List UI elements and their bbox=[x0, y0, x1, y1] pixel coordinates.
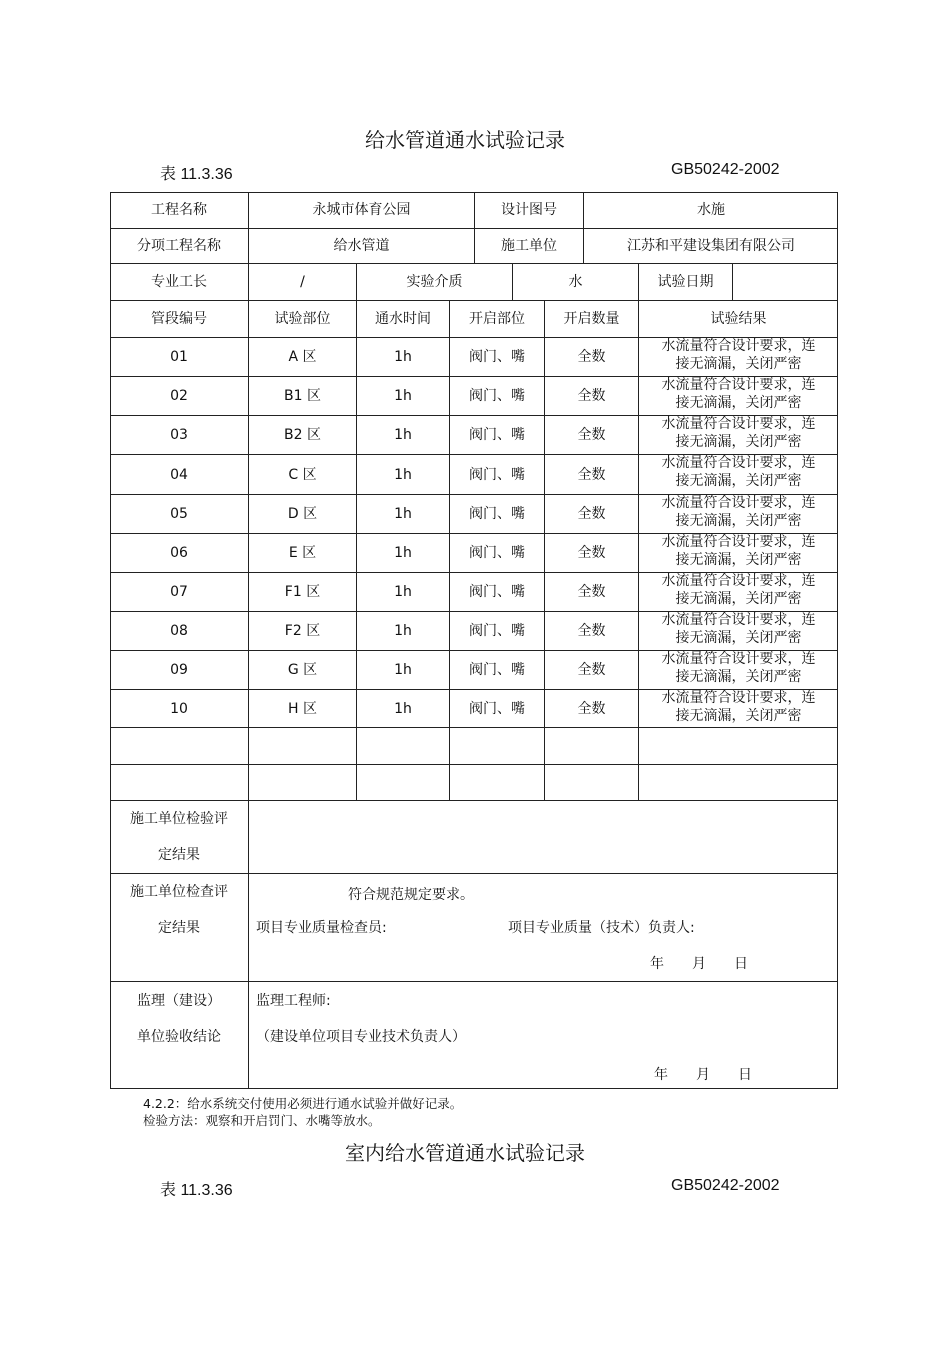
test-area: A 区 bbox=[288, 349, 317, 365]
supervision-label: 监理（建设） bbox=[137, 993, 221, 1009]
check-conclusion: 符合规范规定要求。 bbox=[348, 887, 474, 903]
check-label: 施工单位检查评 bbox=[130, 884, 228, 900]
segment-number: 07 bbox=[170, 584, 188, 600]
column-header: 管段编号 bbox=[151, 311, 207, 327]
column-header: 开启部位 bbox=[469, 311, 525, 327]
test-result-line: 接无滴漏，关闭严密 bbox=[675, 708, 802, 724]
supervision-date: 年 月 日 bbox=[654, 1067, 752, 1083]
record-table bbox=[110, 192, 838, 1089]
test-result bbox=[639, 650, 838, 689]
supervision-label: 单位验收结论 bbox=[137, 1029, 221, 1045]
test-date-label: 试验日期 bbox=[657, 274, 714, 290]
open-part: 阀门、嘴 bbox=[469, 700, 525, 717]
test-result-line: 接无滴漏，关闭严密 bbox=[675, 356, 802, 372]
test-area: C 区 bbox=[288, 466, 317, 483]
open-part: 阀门、嘴 bbox=[469, 466, 525, 483]
segment-number: 10 bbox=[170, 700, 188, 717]
test-result-line: 水流量符合设计要求，连 bbox=[661, 455, 816, 471]
test-result bbox=[639, 337, 838, 376]
test-result bbox=[639, 611, 838, 650]
open-part: 阀门、嘴 bbox=[469, 388, 525, 404]
contractor-label: 施工单位 bbox=[501, 238, 557, 254]
test-result-line: 接无滴漏，关闭严密 bbox=[675, 552, 802, 568]
check-label: 定结果 bbox=[158, 920, 200, 936]
flow-time: 1h bbox=[394, 623, 412, 639]
medium-label: 实验介质 bbox=[406, 274, 463, 290]
flow-time: 1h bbox=[394, 545, 412, 561]
column-header: 开启数量 bbox=[563, 311, 620, 327]
test-result bbox=[639, 533, 838, 572]
segment-number: 08 bbox=[170, 623, 188, 639]
test-result-line: 接无滴漏，关闭严密 bbox=[675, 513, 802, 529]
test-result bbox=[639, 689, 838, 727]
second-title: 室内给水管道通水试验记录 bbox=[345, 1141, 585, 1165]
test-result-line: 水流量符合设计要求，连 bbox=[661, 534, 816, 550]
drawing-number-value: 水施 bbox=[697, 202, 725, 218]
test-result-line: 水流量符合设计要求，连 bbox=[661, 573, 816, 589]
test-result-line: 水流量符合设计要求，连 bbox=[661, 416, 816, 432]
test-result-line: 水流量符合设计要求，连 bbox=[661, 338, 816, 354]
segment-number: 02 bbox=[170, 388, 188, 404]
test-result-line: 接无滴漏，关闭严密 bbox=[675, 434, 802, 450]
test-area: B1 区 bbox=[284, 388, 321, 404]
test-result bbox=[639, 494, 838, 533]
test-result-line: 水流量符合设计要求，连 bbox=[661, 651, 816, 667]
drawing-number-label: 设计图号 bbox=[501, 202, 557, 218]
open-quantity: 全数 bbox=[577, 388, 606, 404]
flow-time: 1h bbox=[394, 388, 412, 404]
test-area: G 区 bbox=[287, 662, 318, 678]
test-area: H 区 bbox=[288, 700, 317, 717]
open-quantity: 全数 bbox=[577, 466, 606, 483]
open-part: 阀门、嘴 bbox=[469, 427, 525, 443]
column-header: 通水时间 bbox=[375, 311, 431, 327]
flow-time: 1h bbox=[394, 700, 412, 717]
flow-time: 1h bbox=[394, 427, 412, 443]
test-result-line: 接无滴漏，关闭严密 bbox=[675, 669, 802, 685]
flow-time: 1h bbox=[394, 662, 412, 678]
test-area: F2 区 bbox=[284, 623, 321, 639]
foreman-value: / bbox=[300, 274, 305, 290]
open-quantity: 全数 bbox=[577, 545, 606, 561]
test-date-value bbox=[733, 264, 838, 300]
test-result-line: 接无滴漏，关闭严密 bbox=[675, 473, 802, 489]
page-title: 给水管道通水试验记录 bbox=[365, 128, 565, 152]
test-result bbox=[639, 415, 838, 454]
test-result-line: 水流量符合设计要求，连 bbox=[661, 377, 816, 393]
flow-time: 1h bbox=[394, 349, 412, 365]
foreman-label: 专业工长 bbox=[151, 274, 207, 290]
segment-number: 09 bbox=[170, 662, 188, 678]
open-quantity: 全数 bbox=[577, 623, 606, 639]
open-part: 阀门、嘴 bbox=[469, 662, 525, 678]
column-header: 试验结果 bbox=[710, 311, 767, 327]
test-result-line: 水流量符合设计要求，连 bbox=[661, 495, 816, 511]
segment-number: 06 bbox=[170, 545, 188, 561]
eval-label: 定结果 bbox=[158, 847, 200, 863]
test-result bbox=[639, 572, 838, 611]
open-quantity: 全数 bbox=[577, 349, 606, 365]
test-result-line: 接无滴漏，关闭严密 bbox=[675, 630, 802, 646]
table-number: 表 11.3.36 bbox=[160, 166, 233, 183]
open-part: 阀门、嘴 bbox=[469, 506, 525, 522]
subproject-value: 给水管道 bbox=[333, 238, 390, 254]
check-date: 年 月 日 bbox=[650, 956, 748, 972]
standard-code: GB50242-2002 bbox=[671, 161, 780, 178]
test-result-line: 接无滴漏，关闭严密 bbox=[675, 395, 802, 411]
quality-manager-label: 项目专业质量（技术）负责人: bbox=[508, 920, 695, 936]
test-result bbox=[639, 376, 838, 415]
test-area: E 区 bbox=[288, 545, 317, 561]
open-part: 阀门、嘴 bbox=[469, 349, 525, 365]
supervising-engineer-label: 监理工程师: bbox=[256, 993, 331, 1009]
segment-number: 01 bbox=[170, 349, 188, 365]
open-part: 阀门、嘴 bbox=[469, 584, 525, 600]
quality-inspector-label: 项目专业质量检查员: bbox=[256, 920, 387, 936]
open-quantity: 全数 bbox=[577, 700, 606, 717]
flow-time: 1h bbox=[394, 466, 412, 483]
note-line: 检验方法：观察和开启罚门、水嘴等放水。 bbox=[143, 1113, 381, 1128]
project-name-value: 永城市体育公园 bbox=[312, 202, 411, 218]
eval-label: 施工单位检验评 bbox=[130, 811, 228, 827]
test-area: F1 区 bbox=[284, 584, 321, 600]
owner-representative-label: （建设单位项目专业技术负责人） bbox=[256, 1029, 466, 1045]
open-quantity: 全数 bbox=[577, 584, 606, 600]
project-name-label: 工程名称 bbox=[151, 202, 207, 218]
test-result-line: 水流量符合设计要求，连 bbox=[661, 690, 816, 706]
segment-number: 05 bbox=[170, 506, 188, 522]
second-standard-code: GB50242-2002 bbox=[671, 1177, 780, 1194]
flow-time: 1h bbox=[394, 506, 412, 522]
column-header: 试验部位 bbox=[274, 311, 331, 327]
segment-number: 04 bbox=[170, 466, 188, 483]
second-table-number: 表 11.3.36 bbox=[160, 1182, 233, 1199]
test-result bbox=[639, 454, 838, 494]
flow-time: 1h bbox=[394, 584, 412, 600]
medium-value: 水 bbox=[568, 274, 583, 290]
contractor-value: 江苏和平建设集团有限公司 bbox=[627, 238, 795, 254]
open-quantity: 全数 bbox=[577, 427, 606, 443]
open-quantity: 全数 bbox=[577, 506, 606, 522]
open-quantity: 全数 bbox=[577, 662, 606, 678]
open-part: 阀门、嘴 bbox=[469, 545, 525, 561]
test-result-line: 水流量符合设计要求，连 bbox=[661, 612, 816, 628]
note-line: 4.2.2：给水系统交付使用必须进行通水试验并做好记录。 bbox=[143, 1096, 463, 1111]
test-result-line: 接无滴漏，关闭严密 bbox=[675, 591, 802, 607]
test-area: B2 区 bbox=[284, 427, 321, 443]
subproject-label: 分项工程名称 bbox=[137, 238, 221, 254]
open-part: 阀门、嘴 bbox=[469, 623, 525, 639]
segment-number: 03 bbox=[170, 427, 188, 443]
test-area: D 区 bbox=[287, 506, 318, 522]
